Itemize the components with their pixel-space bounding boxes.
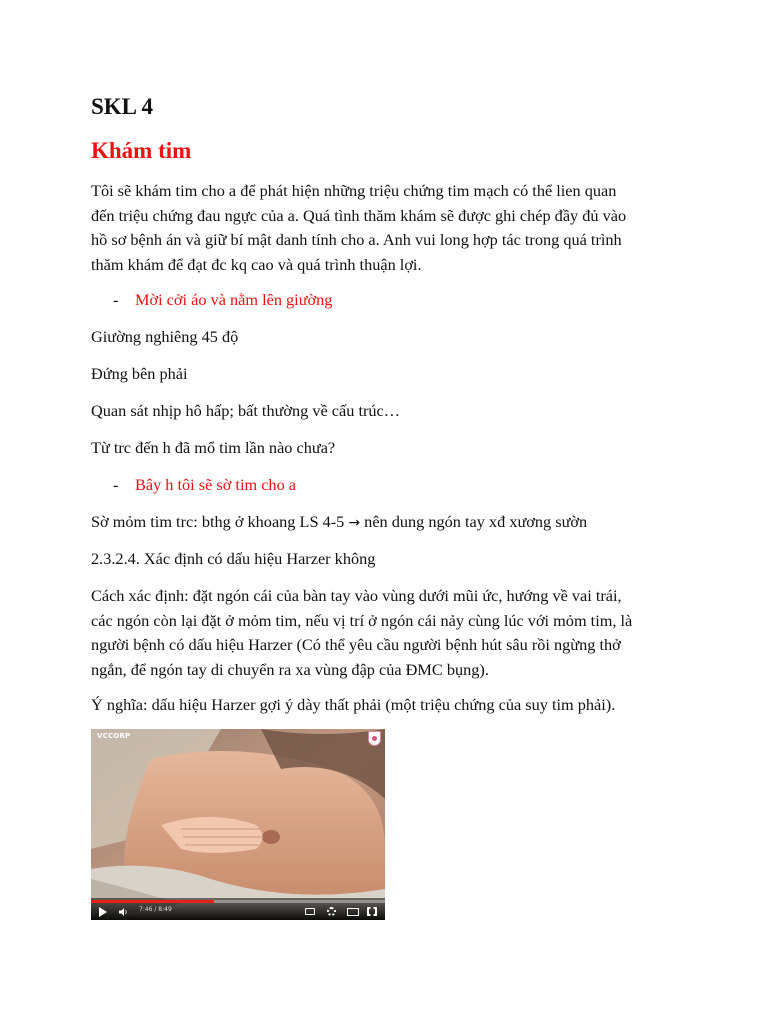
palpation-text: nên dung ngón tay xđ xương sườn (360, 512, 588, 531)
video-frame-image (91, 729, 385, 920)
intro-line: Tôi sẽ khám tim cho a để phát hiện những triệu chứng tim mạch có thể lien quan (91, 181, 617, 200)
bullet-dash: - (113, 475, 119, 494)
gear-icon[interactable] (327, 907, 336, 916)
vccorp-logo: VCCORP (97, 732, 131, 740)
volume-icon[interactable] (119, 908, 129, 916)
video-time: 7:46 / 8:49 (139, 906, 172, 913)
crest-icon (368, 731, 381, 746)
progress-bar[interactable] (91, 900, 385, 903)
fullscreen-icon[interactable] (367, 907, 377, 916)
line-apex-palpation (91, 510, 681, 536)
harzer-heading: 2.3.2.4. Xác định có dấu hiệu Harzer không (91, 549, 376, 568)
bullet-palpate (113, 473, 296, 498)
cc-icon[interactable] (305, 908, 315, 915)
method-line: các ngón còn lại đặt ở mỏm tim, nếu vị trí ở ngón cái nảy cùng lúc với mỏm tim, là (91, 610, 633, 630)
method-line: người bệnh có dấu hiệu Harzer (Có thể yêu cầu người bệnh hút sâu rồi ngừng thở (91, 635, 621, 654)
section-title-kham-tim: Khám tim (91, 138, 192, 163)
line-bed-angle: Giường nghiêng 45 độ (91, 327, 239, 346)
bullet-undress (113, 288, 332, 313)
video-controls (91, 898, 385, 920)
intro-line: đến triệu chứng đau ngực của a. Quá tình thăm khám sẽ được ghi chép đầy đủ vào (91, 205, 627, 225)
intro-line: thăm khám để đạt đc kq cao và quá trình thuận lợi. (91, 254, 422, 274)
line-stand-right: Đứng bên phải (91, 364, 188, 383)
meaning-line: Ý nghĩa: dấu hiệu Harzer gợi ý dày thất phải (một triệu chứng của suy tim phải). (91, 695, 616, 714)
play-icon[interactable] (99, 907, 107, 917)
line-observe: Quan sát nhịp hô hấp; bất thường về cấu trúc… (91, 401, 401, 420)
video-thumbnail[interactable] (91, 729, 385, 920)
document-title: SKL 4 (91, 94, 154, 119)
progress-fill (91, 900, 214, 903)
method-line: Cách xác định: đặt ngón cái của bàn tay vào vùng dưới mũi ức, hướng về vai trái, (91, 586, 622, 605)
palpation-text: Sờ mỏm tim trc: bthg ở khoang LS 4-5 (91, 512, 349, 531)
bullet-dash: - (113, 290, 119, 309)
bullet-text: Bây h tôi sẽ sờ tim cho a (135, 475, 296, 494)
method-line: ngắn, để ngón tay di chuyển ra xa vùng đập của ĐMC bụng). (91, 659, 489, 679)
arrow-right-icon: → (348, 515, 361, 531)
line-surgery-history: Từ trc đến h đã mổ tim lần nào chưa? (91, 438, 336, 457)
intro-line: hồ sơ bệnh án và giữ bí mật danh tính cho a. Anh vui long hợp tác trong quá trình (91, 230, 622, 249)
theater-icon[interactable] (347, 908, 359, 916)
bullet-text: Mời cởi áo và nằm lên giường (135, 290, 333, 309)
